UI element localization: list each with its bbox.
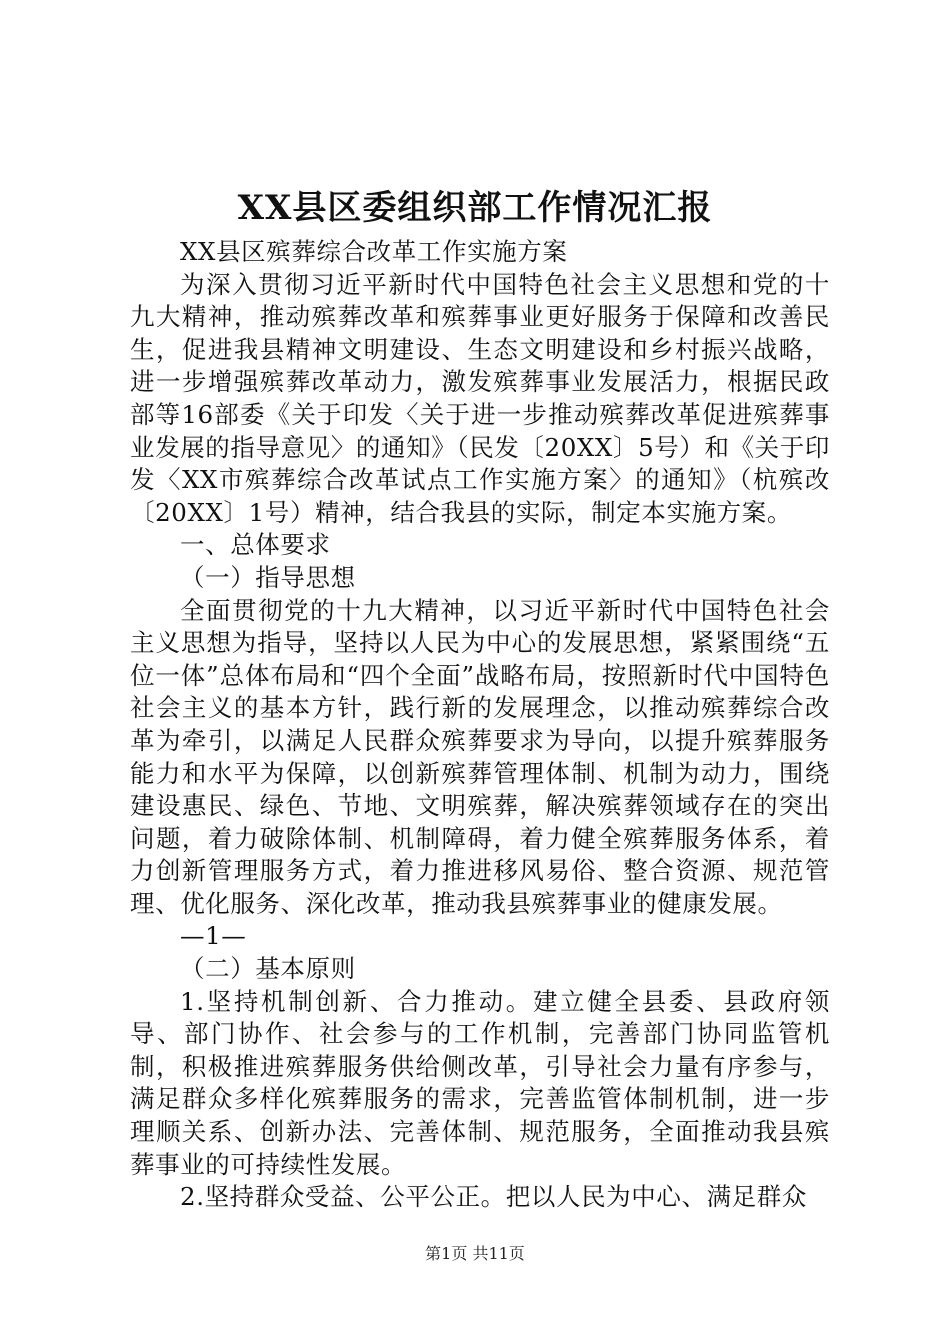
document-title: XX县区委组织部工作情况汇报 xyxy=(237,188,713,228)
document-body xyxy=(130,236,830,1214)
section-heading: 一、总体要求 xyxy=(180,530,331,560)
inline-page-number: —1— xyxy=(180,921,247,951)
page-footer: 第1页 共11页 xyxy=(425,1244,525,1263)
subsection-heading: （二）基本原则 xyxy=(180,954,356,984)
principle-paragraph: 1.坚持机制创新、合力推动。建立健全县委、县政府领导、部门协作、社会参与的工作机制，完善部门协同监管机制，积极推进殡葬服务供给侧改革，引导社会力量有序参与，满足群众多样化殡葬服务的需求，完善监管体制机制，进一步理顺关系、创新办法、完善体制、规范服务，全面推动我县殡葬事业的可持续性发展。 xyxy=(130,986,830,1179)
subsection-heading: （一）指导思想 xyxy=(180,562,356,592)
intro-paragraph: 为深入贯彻习近平新时代中国特色社会主义思想和党的十九大精神，推动殡葬改革和殡葬事业更好服务于保障和改善民生，促进我县精神文明建设、生态文明建设和乡村振兴战略，进一步增强殡葬改革动力，激发殡葬事业发展活力，根据民政部等16部委《关于印发〈关于进一步推动殡葬改革促进殡葬事业发展的指导意见〉的通知》（民发〔20XX〕5号）和《关于印发〈XX市殡葬综合改革试点工作实施方案〉的通知》（杭殡改〔20XX〕1号）精神，结合我县的实际，制定本实施方案。 xyxy=(130,269,830,527)
principle-paragraph: 2.坚持群众受益、公平公正。把以人民为中心、满足群众 xyxy=(180,1182,807,1212)
guiding-ideology-paragraph: 全面贯彻党的十九大精神，以习近平新时代中国特色社会主义思想为指导，坚持以人民为中心的发展思想，紧紧围绕“五位一体”总体布局和“四个全面”战略布局，按照新时代中国特色社会主义的基本方针，践行新的发展理念，以推动殡葬综合改革为牵引，以满足人民群众殡葬要求为导向，以提升殡葬服务能力和水平为保障，以创新殡葬管理体制、机制为动力，围绕建设惠民、绿色、节地、文明殡葬，解决殡葬领域存在的突出问题，着力破除体制、机制障碍，着力健全殡葬服务体系，着力创新管理服务方式，着力推进移风易俗、整合资源、规范管理、优化服务、深化改革，推动我县殡葬事业的健康发展。 xyxy=(130,595,830,918)
subtitle-paragraph: XX县区殡葬综合改革工作实施方案 xyxy=(180,237,568,266)
